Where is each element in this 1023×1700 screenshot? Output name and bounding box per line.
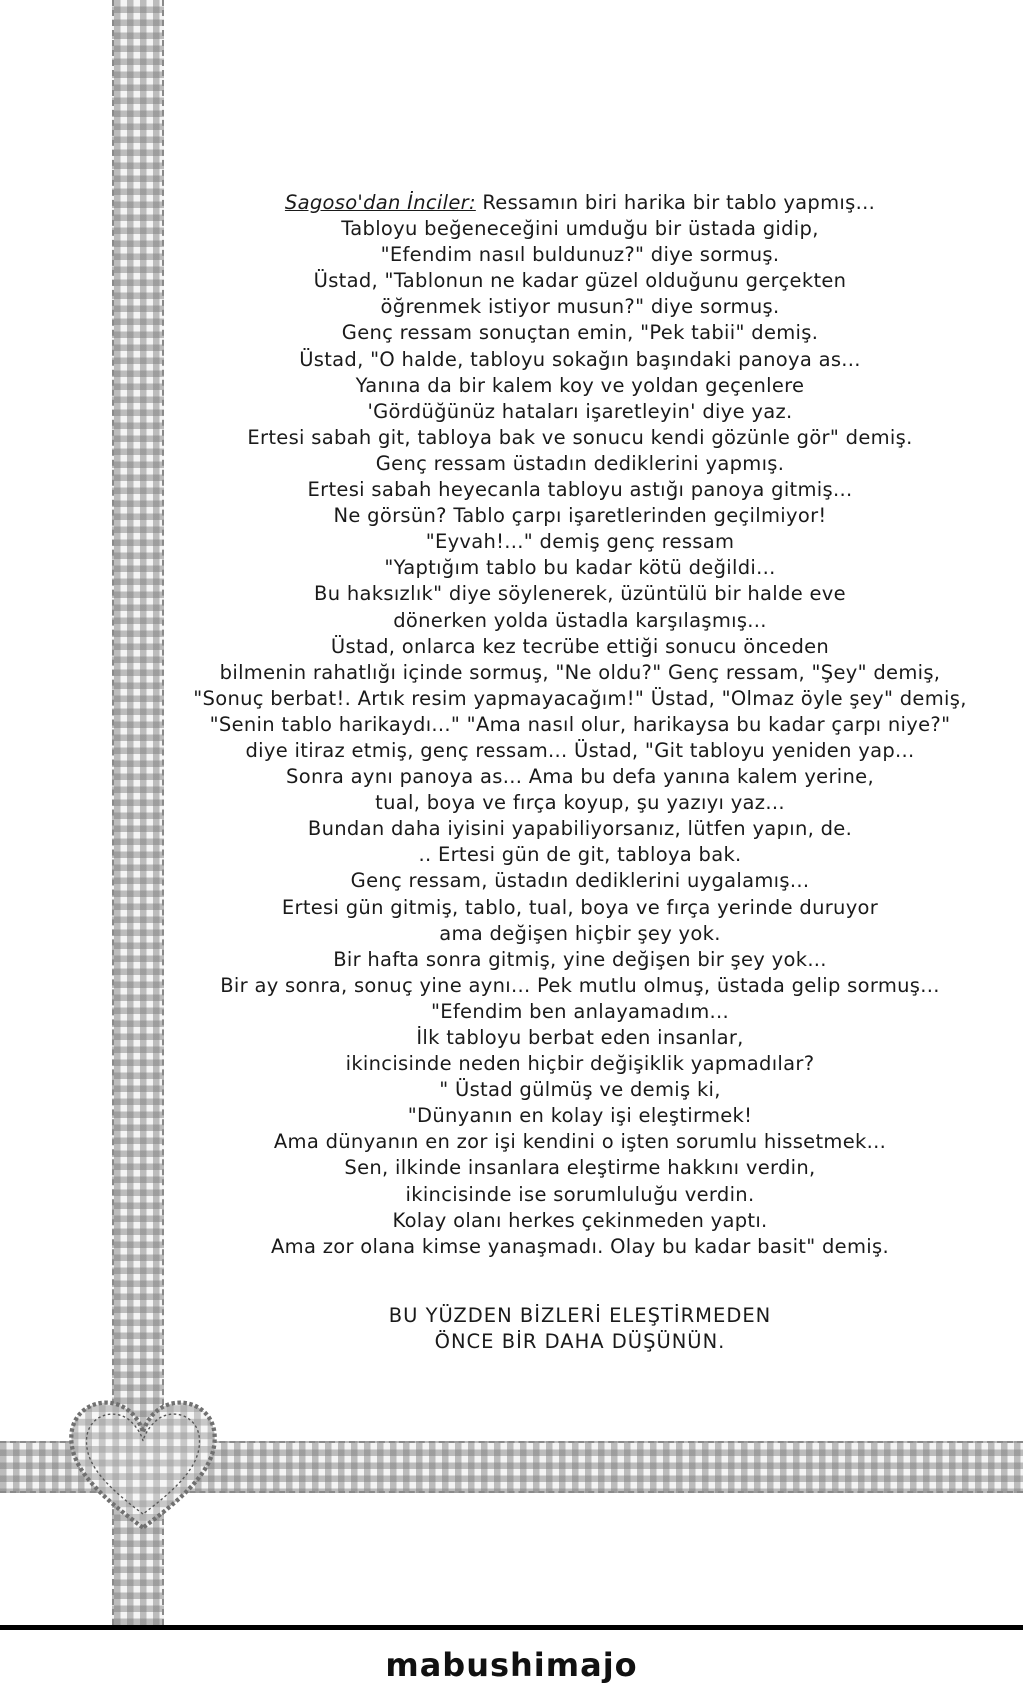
gingham-heart-icon [58,1378,228,1548]
story-line: Bu haksızlık" diye söylenerek, üzüntülü bir halde eve [314,582,846,606]
story-line: "Efendim ben anlayamadım... [430,999,730,1023]
story-line: Ertesi gün gitmiş, tablo, tual, boya ve fırça yerinde duruyor [281,895,879,919]
story-line: ama değişen hiçbir şey yok. [439,921,721,945]
footer-divider [0,1625,1023,1630]
story-line: "Dünyanın en kolay işi eleştirmek! [407,1104,753,1128]
story-line: bilmenin rahatlığı içinde sormuş, "Ne oldu?" Genç ressam, "Şey" demiş, [219,660,941,684]
story-first-line: Ressamın biri harika bir tablo yapmış... [475,191,876,214]
story-line: Tabloyu beğeneceğini umduğu bir üstada gidip, [341,217,819,241]
story-line: Kolay olanı herkes çekinmeden yaptı. [392,1208,768,1232]
story-line [150,190,1010,216]
story-line: Genç ressam sonuçtan emin, "Pek tabii" demiş. [341,321,819,345]
story-line: Ertesi sabah heyecanla tabloyu astığı panoya gitmiş... [307,478,853,502]
story-line: Sonra aynı panoya as... Ama bu defa yanına kalem yerine, [286,765,874,789]
story-line: dönerken yolda üstadla karşılaşmış... [393,608,767,632]
closing-line-2: ÖNCE BİR DAHA DÜŞÜNÜN. [434,1330,726,1353]
story-line: Genç ressam, üstadın dediklerini uygalamış... [350,869,810,893]
closing-line-1: BU YÜZDEN BİZLERİ ELEŞTİRMEDEN [388,1304,772,1327]
story-heading: Sagoso'dan İnciler: [284,191,476,214]
story-line: Yanına da bir kalem koy ve yoldan geçenlere [355,373,805,397]
story-line: Bundan daha iyisini yapabiliyorsanız, lütfen yapın, de. [307,817,853,841]
story-line: ikincisinde neden hiçbir değişiklik yapmadılar? [345,1052,815,1076]
story-line: Ama dünyanın en zor işi kendini o işten sorumlu hissetmek... [273,1130,887,1154]
story-line: Genç ressam üstadın dediklerini yapmış. [375,451,785,475]
story-line: Ama zor olana kimse yanaşmadı. Olay bu kadar basit" demiş. [271,1234,889,1258]
story-line: " Üstad gülmüş ve demiş ki, [439,1078,721,1102]
story-line: "Sonuç berbat!. Artık resim yapmayacağım!" Üstad, "Olmaz öyle şey" demiş, [193,686,967,710]
story-line: öğrenmek istiyor musun?" diye sormuş. [380,295,780,319]
story-line: Ne görsün? Tablo çarpı işaretlerinden geçilmiyor! [333,504,827,528]
story-text [150,190,1010,1260]
story-line: Sen, ilkinde insanlara eleştirme hakkını verdin, [344,1156,816,1180]
brand-logo: mabushimajo [385,1646,638,1684]
story-line: .. Ertesi gün de git, tabloya bak. [418,843,742,867]
story-line: diye itiraz etmiş, genç ressam... Üstad, "Git tabloyu yeniden yap... [245,738,915,762]
story-line: Üstad, "O halde, tabloyu sokağın başındaki panoya as... [299,347,861,371]
story-line: Bir hafta sonra gitmiş, yine değişen bir şey yok... [333,947,827,971]
story-line: "Senin tablo harikaydı..." "Ama nasıl olur, harikaysa bu kadar çarpı niye?" [209,712,951,736]
story-line: ikincisinde ise sorumluluğu verdin. [405,1182,755,1206]
story-line: Üstad, onlarca kez tecrübe ettiği sonucu önceden [330,634,830,658]
story-line: Bir ay sonra, sonuç yine aynı... Pek mutlu olmuş, üstada gelip sormuş... [220,973,940,997]
story-line: Üstad, "Tablonun ne kadar güzel olduğunu gerçekten [313,269,847,293]
story-line: Ertesi sabah git, tabloya bak ve sonucu kendi gözünle gör" demiş. [247,425,913,449]
story-line: İlk tabloyu berbat eden insanlar, [416,1026,744,1049]
story-line: tual, boya ve fırça koyup, şu yazıyı yaz... [375,791,785,815]
story-line: "Eyvah!..." demiş genç ressam [425,530,735,554]
story-line: "Yaptığım tablo bu kadar kötü değildi... [384,556,776,580]
story-line: 'Gördüğünüz hataları işaretleyin' diye yaz. [367,399,793,423]
story-line: "Efendim nasıl buldunuz?" diye sormuş. [380,243,780,267]
closing-message [150,1303,1010,1355]
